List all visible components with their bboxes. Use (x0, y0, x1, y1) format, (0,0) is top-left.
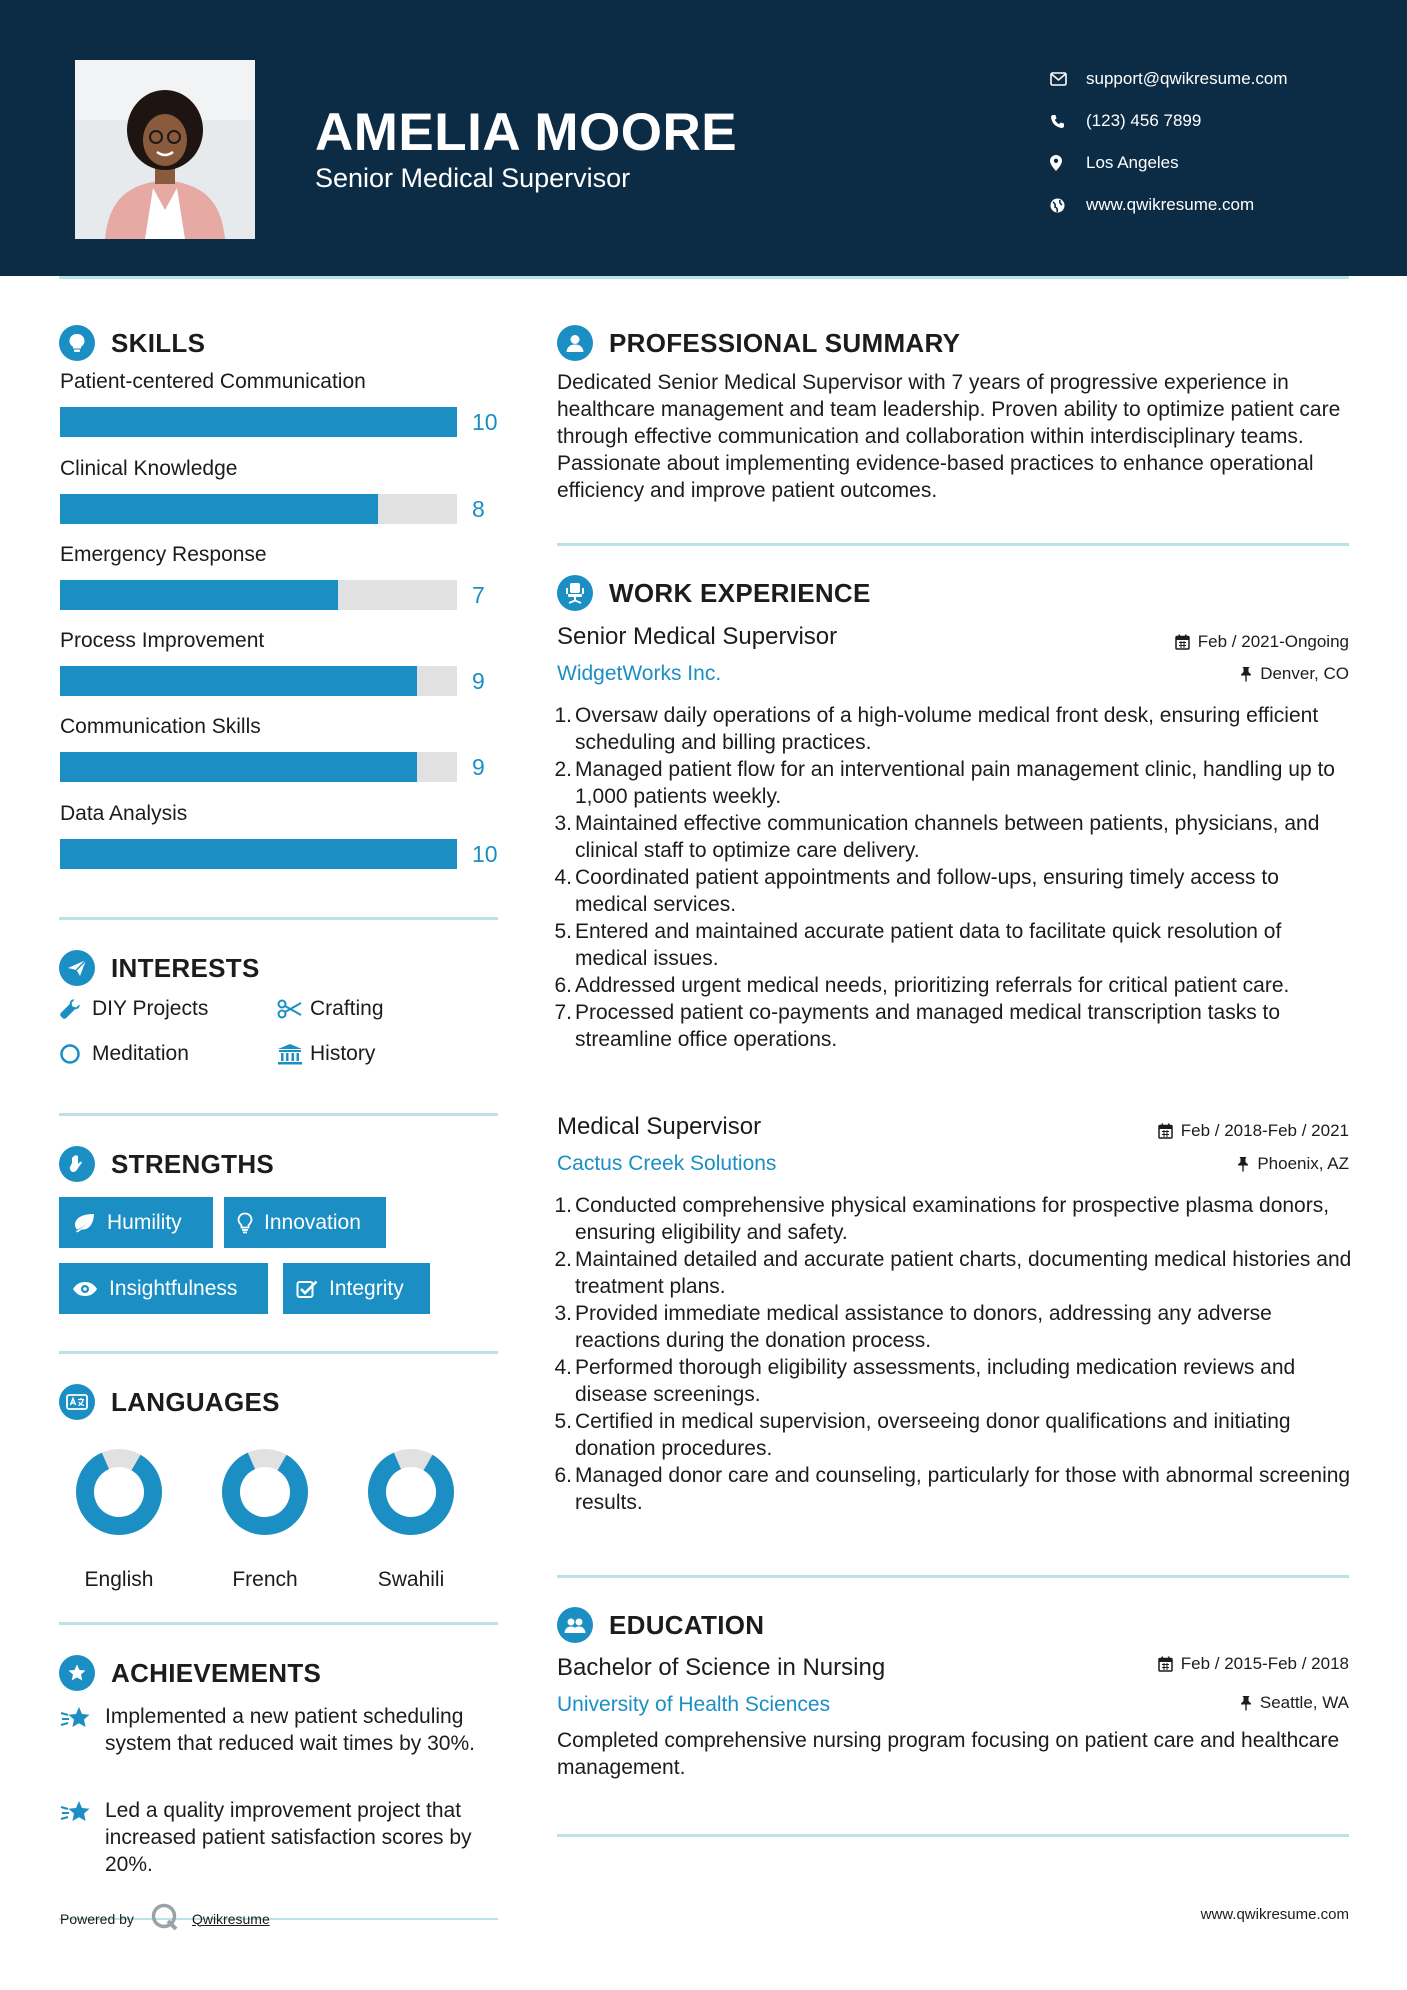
education-location (1240, 1693, 1349, 1713)
bullet-number: 6. (554, 974, 572, 997)
achievement-text: Led a quality improvement project that increased patient satisfaction scores by 20%. (105, 1799, 472, 1876)
map-pin-icon (1050, 155, 1086, 171)
company-name: WidgetWorks Inc. (557, 662, 722, 685)
skill-bar-fill (60, 494, 378, 524)
interest-label: DIY Projects (92, 997, 209, 1020)
skill-bar (60, 407, 500, 437)
calendar-icon (1175, 634, 1190, 650)
skill-value: 10 (472, 409, 498, 435)
calendar-icon (1158, 1123, 1173, 1139)
bullet-text: Oversaw daily operations of a high-volume medical front desk, ensuring efficient scheduling and billing practices. (575, 704, 1319, 754)
bullet-text: Entered and maintained accurate patient data to facilitate quick resolution of medical issues. (575, 920, 1282, 970)
museum-icon (277, 1043, 310, 1065)
powered-by-label: Powered by (60, 1910, 134, 1927)
language-item (54, 1448, 184, 1592)
achievements-title: ACHIEVEMENTS (111, 1657, 322, 1688)
circle-icon (59, 1043, 92, 1065)
education-location-text: Seattle, WA (1259, 1693, 1349, 1712)
interests-heading (59, 950, 260, 986)
contact-website[interactable] (1050, 184, 1370, 226)
contact-email-text: support@qwikresume.com (1086, 69, 1288, 88)
candidate-title: Senior Medical Supervisor (315, 163, 631, 193)
bullet-text: Processed patient co-payments and managed medical transcription tasks to streamline office operations. (575, 1001, 1281, 1051)
section-divider (557, 543, 1349, 546)
job-location (1237, 1154, 1349, 1174)
bullet-number: 2. (554, 1248, 572, 1271)
education-description: Completed comprehensive nursing program focusing on patient care and healthcare management. (557, 1729, 1340, 1779)
bullet-text: Addressed urgent medical needs, prioritizing referrals for critical patient care. (575, 974, 1290, 997)
phone-icon (1050, 114, 1086, 129)
bullet-text: Conducted comprehensive physical examinations for prospective plasma donors, ensuring eligibility and safety. (575, 1194, 1330, 1244)
strengths-heading (59, 1146, 274, 1182)
job-bullet (554, 1354, 1357, 1408)
skill-item (60, 629, 500, 696)
interest-item (59, 1042, 189, 1066)
skill-bar-fill (60, 839, 457, 869)
bullet-number: 4. (554, 866, 572, 889)
wrench-icon (59, 998, 92, 1020)
bullet-text: Certified in medical supervision, overseeing donor qualifications and initiating donation procedures. (575, 1410, 1291, 1460)
skill-name: Communication Skills (60, 715, 261, 738)
skill-bar (60, 752, 500, 782)
bullet-text: Coordinated patient appointments and follow-ups, ensuring timely access to medical services. (575, 866, 1279, 916)
experience-title: WORK EXPERIENCE (609, 577, 871, 608)
bullet-number: 1. (554, 1194, 572, 1217)
skill-value: 10 (472, 841, 498, 867)
skills-heading (59, 325, 205, 361)
education-heading (557, 1607, 764, 1643)
summary-heading (557, 325, 960, 361)
skill-name: Clinical Knowledge (60, 457, 238, 480)
eye-icon (72, 1281, 98, 1297)
interest-item (277, 997, 384, 1021)
hand-icon (59, 1146, 95, 1182)
summary-title: PROFESSIONAL SUMMARY (609, 327, 961, 358)
skill-name: Patient-centered Communication (60, 370, 366, 393)
bullet-number: 6. (554, 1464, 572, 1487)
language-name: English (84, 1568, 154, 1591)
strengths-title: STRENGTHS (111, 1148, 275, 1179)
contact-email[interactable] (1050, 58, 1370, 100)
interests-title: INTERESTS (111, 952, 260, 983)
qwikresume-logo-icon (150, 1902, 180, 1935)
education-title: EDUCATION (609, 1609, 765, 1640)
office-chair-icon (557, 575, 593, 611)
skill-item (60, 715, 500, 782)
shooting-star-icon (60, 1797, 105, 1878)
section-divider (59, 917, 498, 920)
skill-bar-fill (60, 752, 417, 782)
check-square-icon (296, 1279, 318, 1299)
job-dates (1158, 1121, 1349, 1141)
skill-bar-fill (60, 666, 417, 696)
achievement-item (60, 1703, 500, 1757)
strength-badge (283, 1263, 430, 1314)
qwikresume-link[interactable]: Qwikresume (191, 1910, 270, 1927)
shooting-star-icon (60, 1703, 105, 1757)
bullet-text: Provided immediate medical assistance to donors, addressing any adverse reactions during the donation process. (575, 1302, 1272, 1352)
job-bullets (554, 702, 1357, 1053)
profile-photo (75, 60, 255, 239)
bullet-text: Performed thorough eligibility assessments, including medication reviews and disease screenings. (575, 1356, 1296, 1406)
contact-website-text: www.qwikresume.com (1086, 195, 1255, 214)
pushpin-icon (1240, 666, 1252, 682)
header-banner (0, 0, 1407, 276)
contact-list (1050, 58, 1370, 226)
skill-value: 7 (472, 582, 485, 608)
bullet-text: Managed donor care and counseling, particularly for those with abnormal screening results. (575, 1464, 1351, 1514)
skill-bar-fill (60, 407, 457, 437)
skill-item (60, 457, 500, 524)
job-bullet (554, 972, 1357, 999)
contact-phone[interactable] (1050, 100, 1370, 142)
summary-text: Dedicated Senior Medical Supervisor with 7 years of progressive experience in healthcare management and team leadership. Proven ability to optimize patient care through effective communication and collaboration within interdisciplinary teams. Passionate about implementing evidence-based practices to enhance operational efficiency and improve patient outcomes. (557, 371, 1341, 502)
strength-badge (224, 1197, 386, 1248)
job-dates-text: Feb / 2018-Feb / 2021 (1180, 1121, 1349, 1140)
bullet-text: Maintained detailed and accurate patient charts, documenting medical histories and treatment plans. (575, 1248, 1352, 1298)
skill-bar (60, 494, 500, 524)
job-bullet (554, 1192, 1357, 1246)
job-title: Medical Supervisor (557, 1113, 762, 1140)
job-bullet (554, 1300, 1357, 1354)
star-badge-icon (59, 1655, 95, 1691)
degree-title: Bachelor of Science in Nursing (557, 1654, 886, 1681)
language-level-ring (367, 1448, 455, 1536)
paper-plane-icon (59, 950, 95, 986)
skill-value: 9 (472, 668, 485, 694)
languages-heading (59, 1384, 280, 1420)
skill-value: 9 (472, 754, 485, 780)
bullet-number: 4. (554, 1356, 572, 1379)
bullet-number: 5. (554, 1410, 572, 1433)
scissors-icon (277, 999, 310, 1019)
languages-title: LANGUAGES (111, 1386, 280, 1417)
section-divider (59, 1622, 498, 1625)
section-divider (557, 1575, 1349, 1578)
skill-item (60, 543, 500, 610)
skill-name: Data Analysis (60, 802, 188, 825)
job-bullet (554, 1462, 1357, 1516)
lightbulb-icon (59, 325, 95, 361)
job-location-text: Phoenix, AZ (1257, 1154, 1349, 1173)
interest-label: History (310, 1042, 376, 1065)
interest-label: Meditation (92, 1042, 189, 1065)
job-bullet (554, 999, 1357, 1053)
skill-bar (60, 839, 500, 869)
language-name: Swahili (377, 1568, 445, 1591)
job-dates (1175, 632, 1349, 652)
section-divider (59, 1113, 498, 1116)
strength-label: Innovation (264, 1210, 361, 1234)
contact-phone-text: (123) 456 7899 (1086, 111, 1202, 130)
school-name: University of Health Sciences (557, 1693, 831, 1716)
powered-by (60, 1902, 270, 1935)
section-divider (557, 1834, 1349, 1837)
interest-label: Crafting (310, 997, 384, 1020)
skill-item (60, 370, 500, 437)
strength-label: Integrity (329, 1276, 404, 1300)
language-level-ring (75, 1448, 163, 1536)
skill-bar (60, 666, 500, 696)
skill-bar-fill (60, 580, 338, 610)
education-dates-text: Feb / 2015-Feb / 2018 (1180, 1654, 1349, 1673)
bullet-number: 3. (554, 1302, 572, 1325)
language-name: French (232, 1568, 298, 1591)
globe-icon (1050, 198, 1086, 213)
bullet-number: 3. (554, 812, 572, 835)
job-bullet (554, 810, 1357, 864)
language-icon (59, 1384, 95, 1420)
skill-value: 8 (472, 496, 485, 522)
contact-location-text: Los Angeles (1086, 153, 1179, 172)
job-dates-text: Feb / 2021-Ongoing (1197, 632, 1349, 651)
envelope-icon (1050, 72, 1086, 86)
strength-badge (59, 1197, 213, 1248)
user-icon (557, 325, 593, 361)
calendar-icon (1158, 1656, 1173, 1672)
interest-item (277, 1042, 375, 1066)
job-location (1240, 664, 1349, 684)
job-bullet (554, 756, 1357, 810)
job-bullet (554, 918, 1357, 972)
skill-name: Process Improvement (60, 629, 265, 652)
language-level-ring (221, 1448, 309, 1536)
interest-item (59, 997, 208, 1021)
job-bullet (554, 1408, 1357, 1462)
strength-badge (59, 1263, 268, 1314)
company-name: Cactus Creek Solutions (557, 1152, 777, 1175)
bullet-number: 1. (554, 704, 572, 727)
achievement-item (60, 1797, 500, 1878)
skill-name: Emergency Response (60, 543, 267, 566)
leaf-icon (72, 1213, 96, 1233)
strength-label: Humility (107, 1210, 182, 1234)
bullet-number: 5. (554, 920, 572, 943)
bullet-number: 7. (554, 1001, 572, 1024)
bullet-text: Managed patient flow for an interventional pain management clinic, handling up to 1,000 patients weekly. (575, 758, 1335, 808)
job-bullet (554, 864, 1357, 918)
achievement-text: Implemented a new patient scheduling system that reduced wait times by 30%. (105, 1705, 475, 1755)
achievements-heading (59, 1655, 321, 1691)
strength-label: Insightfulness (109, 1276, 238, 1300)
bullet-number: 2. (554, 758, 572, 781)
skill-bar (60, 580, 500, 610)
job-bullets (554, 1192, 1357, 1516)
language-item (200, 1448, 330, 1592)
experience-heading (557, 575, 871, 611)
pushpin-icon (1240, 1695, 1252, 1711)
contact-location (1050, 142, 1370, 184)
job-bullet (554, 1246, 1357, 1300)
job-location-text: Denver, CO (1260, 664, 1349, 683)
header-divider (59, 276, 1349, 279)
job-title: Senior Medical Supervisor (557, 623, 838, 650)
skill-item (60, 802, 500, 869)
section-divider (59, 1351, 498, 1354)
pushpin-icon (1237, 1156, 1249, 1172)
education-dates (1158, 1654, 1349, 1674)
lightbulb-icon (237, 1212, 253, 1234)
language-item (346, 1448, 476, 1592)
job-bullet (554, 702, 1357, 756)
graduates-icon (557, 1607, 593, 1643)
skills-title: SKILLS (111, 327, 206, 358)
bullet-text: Maintained effective communication channels between patients, physicians, and clinical staff to optimize care delivery. (575, 812, 1320, 862)
candidate-name: AMELIA MOORE (315, 103, 738, 162)
footer-url[interactable]: www.qwikresume.com (1200, 1906, 1349, 1923)
